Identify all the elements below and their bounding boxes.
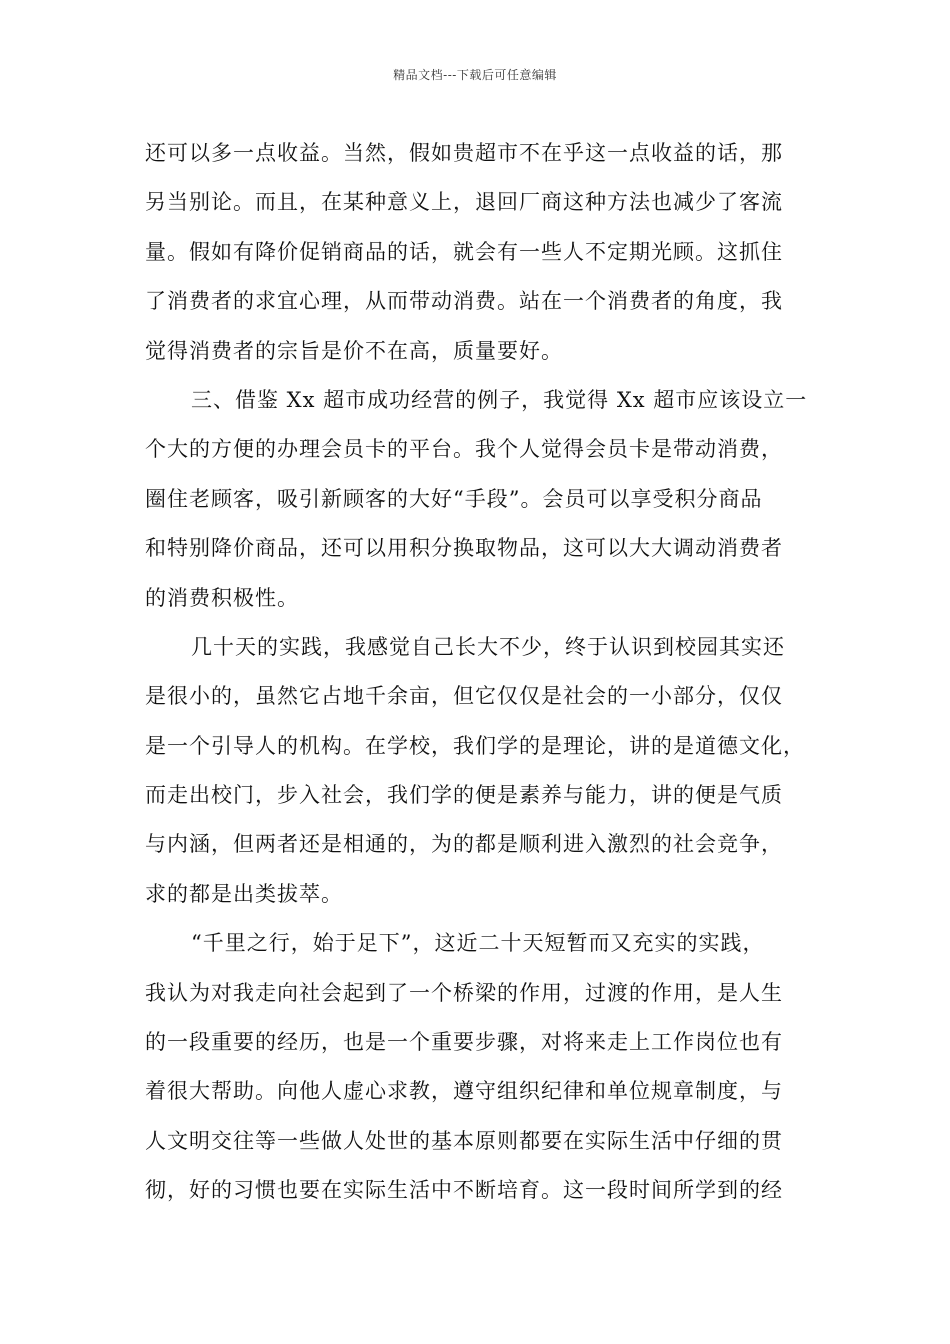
text-line: 个大的方便的办理会员卡的平台。我个人觉得会员卡是带动消费，: [145, 437, 783, 462]
text-line: 是很小的，虽然它占地千余亩，但它仅仅是社会的一小部分，仅仅: [145, 684, 783, 709]
page-header: 精品文档---下载后可任意编辑: [393, 68, 557, 82]
text-line: 量。假如有降价促销商品的话，就会有一些人不定期光顾。这抓住: [145, 239, 783, 264]
text-line: 另当别论。而且，在某种意义上，退回厂商这种方法也减少了客流: [145, 190, 783, 215]
body-text: [145, 129, 815, 1216]
paragraph-start-line: “千里之行，始于足下”，这近二十天短暂而又充实的实践，: [191, 931, 765, 956]
text-line: 着很大帮助。向他人虚心求教，遵守组织纪律和单位规章制度，与: [145, 1079, 783, 1104]
text-line: 了消费者的求宜心理，从而带动消费。站在一个消费者的角度，我: [145, 289, 783, 314]
text-line: 的消费积极性。: [145, 585, 299, 610]
text-line: 彻，好的习惯也要在实际生活中不断培育。这一段时间所学到的经: [145, 1178, 783, 1203]
text-line: 人文明交往等一些做人处世的基本原则都要在实际生活中仔细的贯: [145, 1128, 783, 1153]
text-line: 的一段重要的经历，也是一个重要步骤，对将来走上工作岗位也有: [145, 1030, 783, 1055]
text-line: 还可以多一点收益。当然，假如贵超市不在乎这一点收益的话，那: [145, 141, 783, 165]
text-line: 与内涵，但两者还是相通的，为的都是顺利进入激烈的社会竞争，: [145, 832, 783, 857]
text-line: 我认为对我走向社会起到了一个桥梁的作用，过渡的作用，是人生: [145, 980, 783, 1005]
paragraph-start-line: 三、借鉴 Xx 超市成功经营的例子，我觉得 Xx 超市应该设立一: [191, 387, 808, 412]
text-line: 求的都是出类拔萃。: [145, 881, 343, 906]
text-line: 而走出校门，步入社会，我们学的便是素养与能力，讲的便是气质: [145, 783, 783, 808]
text-line: 觉得消费者的宗旨是价不在高，质量要好。: [145, 338, 563, 363]
text-line: 圈住老顾客，吸引新顾客的大好“手段”。会员可以享受积分商品: [145, 486, 763, 511]
text-line: 和特别降价商品，还可以用积分换取物品，这可以大大调动消费者: [145, 536, 783, 561]
text-line: 是一个引导人的机构。在学校，我们学的是理论，讲的是道德文化，: [145, 733, 805, 758]
paragraph-start-line: 几十天的实践，我感觉自己长大不少，终于认识到校园其实还: [191, 634, 785, 659]
